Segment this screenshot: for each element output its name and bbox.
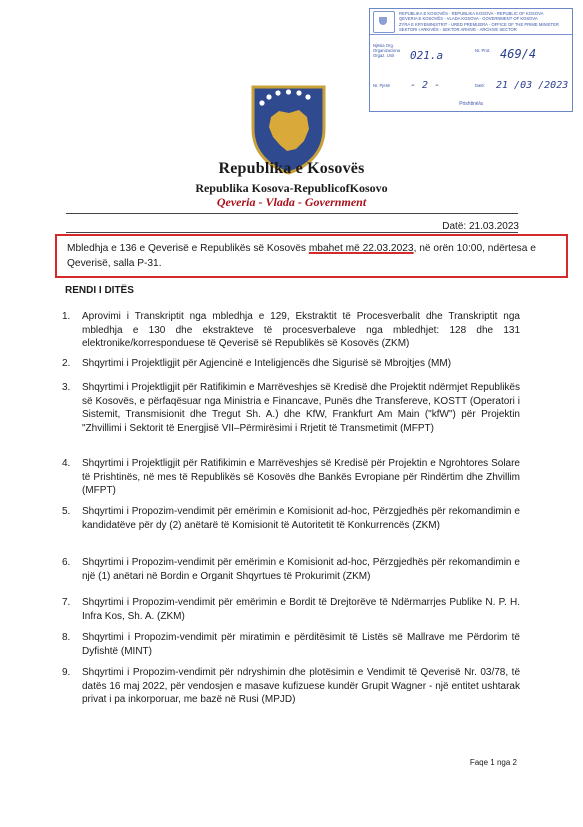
meeting-date-underlined: mbahet më 22.03.2023 xyxy=(308,243,414,254)
stamp-date-value: 21 /03 /2023 xyxy=(496,80,569,91)
agenda-text: Shqyrtimi i Propozim-vendimit për emërimin e Komisionit ad-hoc, Përzgjedhës për rekomandimin e një (1) anëtari në Bordin e Organit Shqyrtues të Prokurimit (ZKM) xyxy=(82,557,520,582)
stamp-emblem-icon xyxy=(373,11,395,33)
agenda-number: 8. xyxy=(62,632,71,643)
stamp-pages-value: - 2 - xyxy=(410,80,441,91)
agenda-text: Shqyrtimi i Projektligjit për Ratifikimin e Marrëveshjes së Kredisë dhe Projektit ndërmjet Republikës së Kosovës, e përfaqësuar nga Ministria e Financave, Punës dhe Transfereve, KOSTT (Operatori i Sistemit, Transmisionit dhe Tregut Sh. A.) dhe KfW, Frankfurt Am Main ("kfW") për Projektin "Zhvillimi i Sektorit të Energjisë VII–Përmirësimi i Rrjetit të Transmetimit (MFPT) xyxy=(82,382,520,434)
intro-text-end: , në orën 10:00, ndërtesa e Qeverisë, salla P-31. xyxy=(67,243,536,269)
agenda-text: Shqyrtimi i Propozim-vendimit për ndryshimin dhe plotësimin e Vendimit të Qeverisë Nr. 03/78, të datës 16 maj 2022, për vendosjen e masave kufizuese kundër Grupit Wagner - një entitet ushtarak privat i pa inkorporuar, me bazë në Rusi (MPJD) xyxy=(82,667,520,706)
stamp-line: REPUBLIKA E KOSOVËS - REPUBLIKA KOSOVA - REPUBLIC OF KOSOVA xyxy=(399,11,544,16)
archive-stamp xyxy=(369,8,573,112)
stamp-label-pages: Nr. Pjesë xyxy=(373,83,390,88)
date-rule xyxy=(66,232,518,233)
agenda-text: Shqyrtimi i Propozim-vendimit për miratimin e përditësimit të Listës së Mallrave me Përdorim të Dyfishtë (MINT) xyxy=(82,632,520,657)
stamp-label-prot: Nr. Prot. xyxy=(475,48,491,53)
stamp-prot-value: 469/4 xyxy=(500,47,537,61)
agenda-number: 7. xyxy=(62,597,71,608)
stamp-label-org: Njësia Org. Organizaciona Orgaz. Unit xyxy=(373,43,401,58)
stamp-line: SEKTORI I ARKIVËS - SEKTOR ARHIVE - ARCHIVE SECTOR xyxy=(399,27,517,33)
meeting-intro-highlight xyxy=(55,234,568,278)
page-number: Faqe 1 nga 2 xyxy=(469,758,517,767)
document-date: Datë: 21.03.2023 xyxy=(442,221,519,232)
intro-text-start: Mbledhja e 136 e Qeverisë e Republikës së Kosovës xyxy=(67,243,309,254)
agenda-text: Shqyrtimi i Projektligjit për Agjencinë e Inteligjencës dhe Sigurisë së Mbrojtjes (MM) xyxy=(82,358,452,369)
stamp-line: QEVERIA E KOSOVËS - VLADA KOSOVA - GOVERNMENT OF KOSOVA xyxy=(399,16,538,22)
agenda-number: 5. xyxy=(62,506,71,517)
stamp-line: ZYRA E KRYEMINISTRIT - URED PREMIJERA - OFFICE OF THE PRIME MINISTER xyxy=(399,21,559,27)
stamp-city: Prishtinë/a xyxy=(459,101,483,107)
agenda-title: RENDI I DITËS xyxy=(65,285,134,296)
agenda-text: Aprovimi i Transkriptit nga mbledhja e 129, Ekstraktit të Procesverbalit dhe Transkriptit nga mbledhja e 130 dhe ekstrakteve të procesverbaleve nga mbledhjet: 128 dhe 131 elektronike/korresponduese të Qeverisë së Republikës së Kosovës (ZKM) xyxy=(82,311,520,350)
country-subtitle: Republika Kosova-RepublicofKosovo xyxy=(195,181,388,195)
agenda-text: Shqyrtimi i Propozim-vendimit për emërimin e Bordit të Drejtorëve të Ndërmarrjes Publike N. P. H. Infra Kos, Sh. A. (ZKM) xyxy=(82,597,520,622)
government-line: Qeveria - Vlada - Government xyxy=(216,195,367,209)
agenda-number: 3. xyxy=(62,382,71,393)
stamp-header xyxy=(370,9,572,35)
stamp-label-date: Datë: xyxy=(475,83,486,88)
stamp-org-value: 021.a xyxy=(410,49,444,62)
agenda-number: 4. xyxy=(62,458,71,469)
agenda-number: 9. xyxy=(62,667,71,678)
country-title: Republika e Kosovës xyxy=(218,160,365,177)
agenda-text: Shqyrtimi i Projektligjit për Ratifikimin e Marrëveshjes së Kredisë për Projektin e Ngrohtores Solare të Prishtinës, në mes të Republikës së Kosovës dhe Bankës Evropiane për Rindërtim dhe Zhvillim (MFPT) xyxy=(82,458,520,497)
header-rule xyxy=(66,213,518,214)
agenda-number: 1. xyxy=(62,311,71,322)
agenda-text: Shqyrtimi i Propozim-vendimit për emërimin e Komisionit ad-hoc, Përzgjedhës për rekomandimin e kandidatëve për dy (2) anëtarë të Komisionit të Autoritetit të Konkurrencës (ZKM) xyxy=(82,506,520,531)
meeting-intro xyxy=(67,241,557,271)
agenda-number: 6. xyxy=(62,557,71,568)
agenda-number: 2. xyxy=(62,358,71,369)
stamp-lines xyxy=(399,11,559,32)
stamp-fields xyxy=(370,35,572,109)
